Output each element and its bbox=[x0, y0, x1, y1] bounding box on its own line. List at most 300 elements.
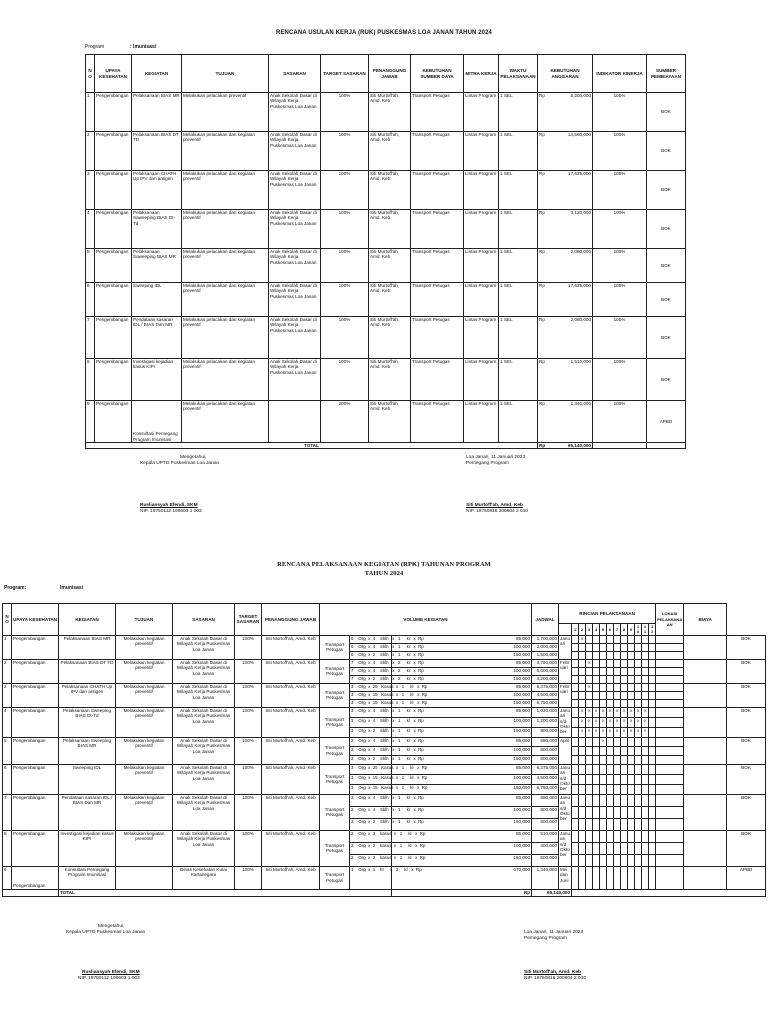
rpk-month-cell bbox=[614, 774, 621, 784]
rpk-month-cell bbox=[614, 854, 621, 866]
rpk-month-cell: X bbox=[586, 659, 593, 667]
rpk-body bbox=[3, 635, 766, 896]
ruk-cell-sasaran: Anak Sekolah Dasar di Wilayah Kerja Puskesmas Loa Janan bbox=[269, 359, 321, 401]
ruk-cell-no: 3 bbox=[86, 171, 95, 210]
rpk-month-cell bbox=[607, 774, 614, 784]
rpk-cell-pj: Siti Murtoff'ah, Amd. Keb bbox=[262, 707, 320, 737]
ruk-anggaran-value: 2,080,000 bbox=[570, 249, 591, 254]
rpk-month-cell: X bbox=[593, 727, 600, 737]
rpk-cell-biaya: APBD bbox=[727, 866, 766, 889]
ruk-cell-upaya: Pengembangan bbox=[95, 283, 132, 317]
rpk-month-cell bbox=[607, 643, 614, 651]
ruk-body bbox=[86, 93, 686, 449]
ruk-total-empty bbox=[593, 443, 647, 449]
ruk-cell-waktu: 1 SEL bbox=[499, 249, 538, 283]
rpk-cell-target: 100% bbox=[235, 764, 262, 794]
ruk-cell-mitra: Lintas Program bbox=[464, 359, 499, 401]
rpk-cell-transport: Transport Petugas bbox=[320, 683, 350, 707]
ruk-cell-target: 100% bbox=[321, 132, 369, 171]
rpk-cell-jadwal: Januari s/d Oktober bbox=[559, 794, 572, 830]
ruk-rp: Rp bbox=[539, 249, 545, 254]
rpk-month-cell bbox=[649, 691, 656, 699]
rpk-month-cell bbox=[642, 691, 649, 699]
rpk-cell-biaya: BOK bbox=[727, 737, 766, 764]
rpk-month-cell bbox=[607, 830, 614, 842]
rpk-month-cell bbox=[607, 784, 614, 794]
rpk-month-spacer-cell bbox=[572, 755, 579, 764]
rpk-cell-tujuan bbox=[116, 866, 173, 889]
rpk-month-cell bbox=[649, 854, 656, 866]
rpk-month-cell: X bbox=[600, 707, 607, 717]
rpk-month-cell bbox=[607, 794, 614, 806]
rpk-cell-jadwal: Januari s/d Oktober bbox=[559, 707, 572, 737]
rpk-month-11: 11 bbox=[642, 624, 649, 636]
rpk-month-spacer-cell bbox=[572, 683, 579, 691]
ruk-cell-sd: Transport Petugas bbox=[411, 132, 464, 171]
rpk-price-value: 85,000 bbox=[515, 794, 531, 800]
rpk-month-cell bbox=[649, 643, 656, 651]
rpk-month-spacer-cell bbox=[572, 651, 579, 659]
rpk-month-cell bbox=[621, 675, 628, 683]
ruk-cell-kegiatan: Pelaksanaan Saweeping BIAS MR bbox=[132, 249, 182, 283]
ruk-rp: Rp bbox=[539, 171, 545, 176]
rpk-month-cell bbox=[600, 683, 607, 691]
rpk-cell-lokasi bbox=[684, 635, 727, 659]
rpk-month-8: 8 bbox=[621, 624, 628, 636]
rpk-month-cell bbox=[593, 651, 600, 659]
ruk-cell-upaya: Pengembangan bbox=[95, 93, 132, 132]
ruk-cell-anggaran bbox=[538, 401, 593, 443]
rpk-cell-jadwal: Januari s/d Oktober bbox=[559, 764, 572, 794]
rpk-cell-sasaran: Anak Sekolah Dasar di Wilayah Kerja Puskesmas Loa Janan bbox=[173, 764, 235, 794]
ruk-cell-sasaran: Anak Sekolah Dasar di Wilayah Kerja Puskesmas Loa Janan bbox=[269, 132, 321, 171]
ruk-total-value: 65,140,000 bbox=[568, 443, 591, 448]
rpk-volume-amount bbox=[532, 737, 559, 746]
rpk-month-cell bbox=[656, 854, 684, 866]
rpk-cell-lokasi bbox=[684, 683, 727, 707]
ruk-rp: Rp bbox=[539, 317, 545, 322]
ruk-cell-target: 100% bbox=[321, 249, 369, 283]
ruk-cell-mitra: Lintas Program bbox=[464, 249, 499, 283]
rpk-sig-left-line1: Mengetahui, bbox=[98, 924, 125, 929]
rpk-cell-jadwal: Januari s/d Oktober bbox=[559, 830, 572, 866]
rpk-month-cell bbox=[649, 667, 656, 675]
rpk-amount-value: 4,500,000 bbox=[536, 774, 558, 780]
rpk-month-cell bbox=[586, 691, 593, 699]
rpk-month-cell bbox=[607, 806, 614, 818]
rpk-month-cell bbox=[635, 651, 642, 659]
rpk-month-cell bbox=[635, 746, 642, 755]
rpk-cell-target: 100% bbox=[235, 683, 262, 707]
rpk-volume-text: 3 Org x 25 Kasus x 1 kl x Rp bbox=[350, 764, 392, 774]
ruk-sig-right-nip: NIP. 19760818 200604 2 010 bbox=[466, 509, 529, 514]
ruk-cell-sd: Transport Petugas bbox=[411, 317, 464, 359]
rpk-price-value: 150,000 bbox=[513, 727, 531, 733]
rpk-month-7: 7 bbox=[614, 624, 621, 636]
rpk-cell-target: 100% bbox=[235, 659, 262, 683]
rpk-month-spacer-cell bbox=[572, 717, 579, 727]
ruk-cell-tujuan: Melakukan pelacakan dan kegiatan preventif bbox=[182, 401, 269, 443]
rpk-amount-value: 2,000,000 bbox=[536, 643, 558, 649]
rpk-cell-sasaran: Anak Sekolah Dasar di Wilayah Kerja Puskesmas Loa Janan bbox=[173, 635, 235, 659]
ruk-cell-target: 100% bbox=[321, 93, 369, 132]
rpk-month-cell bbox=[628, 683, 635, 691]
rpk-cell-lokasi bbox=[684, 707, 727, 737]
ruk-sig-right-line2: Pemegang Program bbox=[466, 461, 509, 466]
rpk-total-rp: Rp bbox=[392, 889, 532, 896]
rpk-month-cell bbox=[621, 643, 628, 651]
ruk-cell-mitra: Lintas Program bbox=[464, 210, 499, 249]
rpk-volume-amount bbox=[532, 842, 559, 854]
ruk-header-cell: TUJUAN bbox=[182, 55, 269, 93]
rpk-month-spacer-cell bbox=[572, 707, 579, 717]
rpk-cell-upaya: Pengembangan bbox=[12, 659, 59, 683]
rpk-month-cell bbox=[593, 737, 600, 746]
rpk-amount-value: 600,000 bbox=[540, 854, 558, 860]
ruk-cell-sasaran: Anak Sekolah Dasar di Wilayah Kerja Puskesmas Loa Janan bbox=[269, 317, 321, 359]
rpk-month-cell: X bbox=[586, 707, 593, 717]
rpk-price-value: 85,000 bbox=[515, 707, 531, 713]
ruk-cell-tujuan: Melakukan pelacakan dan kegiatan preventif bbox=[182, 359, 269, 401]
rpk-cell-transport: Transport Petugas bbox=[320, 659, 350, 683]
rpk-cell-lokasi bbox=[684, 866, 727, 889]
rpk-month-cell bbox=[656, 675, 684, 683]
rpk-price-value: 85,000 bbox=[515, 635, 531, 641]
rpk-month-cell bbox=[649, 737, 656, 746]
rpk-month-spacer-cell bbox=[572, 830, 579, 842]
ruk-cell-indikator: 100% bbox=[593, 249, 647, 283]
ruk-cell-tujuan: Melakukan pelacakan dan kegiatan preventif bbox=[182, 317, 269, 359]
rpk-month-cell bbox=[593, 643, 600, 651]
rpk-cell-pj: Siti Murtoff'ah, Amd. Keb bbox=[262, 737, 320, 764]
rpk-month-cell bbox=[642, 699, 649, 707]
rpk-month-cell: X bbox=[600, 717, 607, 727]
ruk-row bbox=[86, 359, 686, 401]
rpk-cell-jadwal: April bbox=[559, 737, 572, 764]
ruk-header-row bbox=[86, 55, 686, 93]
ruk-cell-sumber: BOK bbox=[647, 132, 686, 171]
ruk-cell-anggaran bbox=[538, 210, 593, 249]
rpk-month-cell bbox=[656, 774, 684, 784]
rpk-price-value: 150,000 bbox=[513, 699, 531, 705]
ruk-cell-sd: Transport Petugas bbox=[411, 171, 464, 210]
rpk-cell-no: 8 bbox=[3, 830, 12, 866]
rpk-cell-target: 100% bbox=[235, 635, 262, 659]
rpk-month-cell bbox=[614, 675, 621, 683]
rpk-cell-target: 100% bbox=[235, 707, 262, 737]
ruk-cell-sd: Transport Petugas bbox=[411, 249, 464, 283]
rpk-month-cell bbox=[642, 842, 649, 854]
rpk-month-cell bbox=[593, 755, 600, 764]
ruk-cell-mitra: Lintas Program bbox=[464, 317, 499, 359]
rpk-month-cell bbox=[628, 667, 635, 675]
rpk-cell-pj: Siti Murtoff'ah, Amd. Keb bbox=[262, 764, 320, 794]
ruk-header-cell: KEBUTUHAN ANGGARAN bbox=[538, 55, 593, 93]
rpk-month-cell bbox=[642, 774, 649, 784]
rpk-month-cell bbox=[579, 667, 586, 675]
ruk-cell-indikator: 100% bbox=[593, 171, 647, 210]
rpk-header-biaya: BIAYA bbox=[684, 604, 727, 636]
rpk-month-cell bbox=[621, 651, 628, 659]
rpk-header-pj: PENANGGUNG JAWAB bbox=[262, 604, 320, 636]
rpk-month-cell bbox=[593, 794, 600, 806]
ruk-cell-sasaran: Anak Sekolah Dasar di Wilayah Kerja Puskesmas Loa Janan bbox=[269, 171, 321, 210]
rpk-title: RENCANA PELAKSANAAN KEGIATAN (RPK) TAHUNAN PROGRAM bbox=[277, 561, 491, 568]
rpk-cell-jadwal: Februari bbox=[559, 659, 572, 683]
rpk-cell-pj: Siti Murtoff'ah, Amd. Keb bbox=[262, 635, 320, 659]
rpk-month-cell bbox=[656, 755, 684, 764]
rpk-month-cell bbox=[628, 854, 635, 866]
ruk-header-cell: INDIKATOR KINERJA bbox=[593, 55, 647, 93]
rpk-cell-sasaran: Anak Sekolah Dasar di Wilayah Kerja Puskesmas Loa Janan bbox=[173, 683, 235, 707]
rpk-volume-amount bbox=[532, 784, 559, 794]
rpk-amount-value: 510,000 bbox=[540, 830, 558, 836]
rpk-cell-kegiatan: Konsultasi Pemegang Program Imunisasi bbox=[59, 866, 116, 889]
rpk-month-cell bbox=[649, 764, 656, 774]
rpk-month-cell: X bbox=[635, 717, 642, 727]
rpk-month-cell bbox=[614, 651, 621, 659]
rpk-price-value: 670,000 bbox=[513, 866, 531, 872]
rpk-volume-text: 5 Org x 4 Sklh x 1 kl x Rp bbox=[350, 635, 392, 643]
rpk-month-cell bbox=[621, 755, 628, 764]
rpk-cell-sasaran: Anak Sekolah Dasar di Wilayah Kerja Puskesmas Loa Janan bbox=[173, 659, 235, 683]
rpk-cell-tujuan: Melakukan kegiatan preventif bbox=[116, 683, 173, 707]
ruk-cell-kegiatan: Sweeping IDL bbox=[132, 283, 182, 317]
rpk-month-cell: X bbox=[621, 727, 628, 737]
rpk-price-value: 85,000 bbox=[515, 737, 531, 743]
rpk-month-cell bbox=[635, 737, 642, 746]
rpk-month-spacer bbox=[559, 624, 572, 636]
rpk-cell-upaya: Pengembangan bbox=[12, 635, 59, 659]
rpk-month-cell bbox=[649, 659, 656, 667]
ruk-header-cell: SASARAN bbox=[269, 55, 321, 93]
rpk-cell-lokasi bbox=[684, 794, 727, 830]
rpk-month-cell bbox=[628, 830, 635, 842]
rpk-month-cell: X bbox=[607, 707, 614, 717]
rpk-month-cell bbox=[656, 866, 684, 889]
rpk-month-cell bbox=[614, 659, 621, 667]
ruk-cell-tujuan: Melakukan pelacakan dan kegiatan preventif bbox=[182, 210, 269, 249]
ruk-cell-sumber: BOK bbox=[647, 283, 686, 317]
rpk-month-cell bbox=[635, 635, 642, 643]
rpk-month-cell bbox=[649, 794, 656, 806]
rpk-month-cell bbox=[579, 794, 586, 806]
rpk-month-6: 6 bbox=[607, 624, 614, 636]
rpk-month-cell bbox=[593, 667, 600, 675]
rpk-month-cell bbox=[579, 818, 586, 830]
ruk-header-cell: TARGET SASARAN bbox=[321, 55, 369, 93]
rpk-sig-right bbox=[524, 930, 586, 982]
rpk-month-cell bbox=[642, 683, 649, 691]
rpk-cell-jadwal: Mei dan Juni bbox=[559, 866, 572, 889]
rpk-month-cell bbox=[579, 755, 586, 764]
rpk-amount-value: 1,200,000 bbox=[536, 717, 558, 723]
rpk-month-cell: X bbox=[586, 717, 593, 727]
ruk-anggaran-value: 17,625,000 bbox=[568, 283, 591, 288]
rpk-month-cell bbox=[586, 854, 593, 866]
ruk-anggaran-value: 1,510,000 bbox=[570, 359, 591, 364]
rpk-month-cell bbox=[586, 675, 593, 683]
rpk-month-cell bbox=[579, 683, 586, 691]
ruk-sig-left bbox=[140, 455, 219, 515]
ruk-cell-waktu: 1 SEL bbox=[499, 283, 538, 317]
ruk-cell-indikator: 100% bbox=[593, 132, 647, 171]
rpk-cell-kegiatan: Sweeping IDL bbox=[59, 764, 116, 794]
rpk-row bbox=[3, 737, 766, 746]
ruk-total-rp: Rp bbox=[539, 443, 546, 448]
rpk-cell-biaya: BOK bbox=[727, 764, 766, 794]
rpk-month-cell bbox=[635, 806, 642, 818]
rpk-month-5: 5 bbox=[600, 624, 607, 636]
rpk-program-label: Program: bbox=[4, 585, 27, 591]
rpk-month-cell bbox=[614, 842, 621, 854]
rpk-amount-value: 680,000 bbox=[540, 794, 558, 800]
rpk-month-cell bbox=[586, 737, 593, 746]
rpk-month-cell bbox=[656, 842, 684, 854]
rpk-month-spacer-cell bbox=[572, 806, 579, 818]
rpk-month-cell bbox=[642, 667, 649, 675]
rpk-header-no: NO bbox=[3, 604, 12, 636]
rpk-month-cell bbox=[642, 737, 649, 746]
ruk-anggaran-value: 5,200,000 bbox=[570, 93, 591, 98]
rpk-volume-amount bbox=[532, 755, 559, 764]
rpk-month-cell bbox=[642, 854, 649, 866]
rpk-month-cell bbox=[656, 746, 684, 755]
rpk-amount-value: 6,750,000 bbox=[536, 784, 558, 790]
ruk-sig-left-nip: NIP. 19750112 199603 1 003 bbox=[140, 509, 202, 514]
ruk-rp: Rp bbox=[539, 210, 545, 215]
ruk-header-cell: PENANGGUNG JAWAB bbox=[369, 55, 411, 93]
rpk-month-cell bbox=[642, 830, 649, 842]
rpk-month-cell bbox=[621, 842, 628, 854]
rpk-volume-text: 3 Org x 4 Sklh x 1 kl x Rp bbox=[350, 717, 392, 727]
ruk-cell-kegiatan: Pelaksanaan CHATH Up IPV dan antigen bbox=[132, 171, 182, 210]
rpk-month-cell bbox=[628, 651, 635, 659]
rpk-year: TAHUN 2024 bbox=[364, 570, 404, 577]
rpk-cell-tujuan: Melakukan kegiatan preventif bbox=[116, 737, 173, 764]
rpk-month-1: 1 bbox=[572, 624, 579, 636]
rpk-month-cell bbox=[656, 659, 684, 667]
ruk-cell-no: 2 bbox=[86, 132, 95, 171]
ruk-cell-sumber: BOK bbox=[647, 249, 686, 283]
ruk-cell-mitra: Lintas Program bbox=[464, 283, 499, 317]
rpk-month-cell bbox=[621, 854, 628, 866]
rpk-cell-kegiatan: Pelaksanaan Sweeping BIAS Dt-Td bbox=[59, 707, 116, 737]
rpk-month-cell bbox=[621, 659, 628, 667]
ruk-cell-sumber: BOK bbox=[647, 171, 686, 210]
rpk-volume-amount bbox=[532, 635, 559, 643]
ruk-cell-sumber: BOK bbox=[647, 359, 686, 401]
rpk-cell-pj: Siti Murtoff'ah, Amd. Keb bbox=[262, 866, 320, 889]
rpk-header bbox=[3, 604, 766, 636]
rpk-price-value: 150,000 bbox=[513, 784, 531, 790]
ruk-cell-anggaran bbox=[538, 317, 593, 359]
rpk-month-cell bbox=[600, 784, 607, 794]
ruk-cell-anggaran bbox=[538, 359, 593, 401]
ruk-cell-mitra: Lintas Program bbox=[464, 93, 499, 132]
rpk-table bbox=[2, 603, 766, 897]
rpk-month-cell: X bbox=[614, 727, 621, 737]
rpk-month-cell bbox=[600, 635, 607, 643]
rpk-amount-value: 400,000 bbox=[540, 842, 558, 848]
rpk-price-value: 85,000 bbox=[515, 830, 531, 836]
ruk-cell-anggaran bbox=[538, 171, 593, 210]
ruk-cell-waktu: 1 SEL bbox=[499, 359, 538, 401]
ruk-cell-target: 100% bbox=[321, 210, 369, 249]
rpk-header-target: TARGET SASARAN bbox=[235, 604, 262, 636]
rpk-month-cell bbox=[586, 651, 593, 659]
ruk-cell-waktu: 1 SEL bbox=[499, 401, 538, 443]
ruk-cell-pj: Siti Murtoff'ah, Amd. Keb bbox=[369, 210, 411, 249]
rpk-month-cell bbox=[600, 643, 607, 651]
rpk-header-kegiatan: KEGIATAN bbox=[59, 604, 116, 636]
rpk-month-cell bbox=[586, 806, 593, 818]
rpk-month-cell bbox=[642, 675, 649, 683]
rpk-month-cell bbox=[628, 794, 635, 806]
rpk-price-value: 100,000 bbox=[513, 806, 531, 812]
rpk-sig-right-nip: NIP. 19760818 200604 2 010 bbox=[524, 976, 587, 981]
rpk-month-cell bbox=[656, 691, 684, 699]
rpk-volume-text: 3 Org x 15 Kasus x 1 kl x Rp bbox=[350, 699, 392, 707]
rpk-volume-text: 7 Org x 2 Sklh x 2 kl x Rp bbox=[350, 675, 392, 683]
rpk-cell-biaya: BOK bbox=[727, 635, 766, 659]
rpk-month-spacer-cell bbox=[572, 691, 579, 699]
rpk-cell-target: 100% bbox=[235, 866, 262, 889]
rpk-row bbox=[3, 866, 766, 889]
rpk-month-cell bbox=[649, 683, 656, 691]
rpk-amount-value: 1,700,000 bbox=[536, 635, 558, 641]
rpk-month-cell bbox=[642, 755, 649, 764]
ruk-rp: Rp bbox=[539, 283, 545, 288]
rpk-month-cell bbox=[579, 774, 586, 784]
rpk-header-row bbox=[3, 604, 766, 624]
rpk-month-cell bbox=[586, 866, 593, 889]
rpk-month-cell bbox=[621, 764, 628, 774]
rpk-volume-amount bbox=[532, 818, 559, 830]
rpk-month-cell bbox=[628, 659, 635, 667]
rpk-cell-pj: Siti Murtoff'ah, Amd. Keb bbox=[262, 659, 320, 683]
rpk-cell-transport: Transport Petugas bbox=[320, 866, 350, 889]
rpk-month-cell bbox=[607, 764, 614, 774]
rpk-month-cell bbox=[635, 794, 642, 806]
rpk-month-cell bbox=[579, 806, 586, 818]
ruk-cell-sd: Transport Petugas bbox=[411, 359, 464, 401]
ruk-cell-waktu: 1 SEL bbox=[499, 317, 538, 359]
rpk-month-cell bbox=[649, 755, 656, 764]
ruk-row bbox=[86, 93, 686, 132]
rpk-cell-no: 6 bbox=[3, 764, 12, 794]
rpk-month-spacer-cell bbox=[572, 635, 579, 643]
rpk-row bbox=[3, 830, 766, 842]
ruk-row bbox=[86, 171, 686, 210]
ruk-sig-right bbox=[466, 455, 528, 515]
rpk-month-cell bbox=[656, 643, 684, 651]
rpk-amount-value: 6,375,000 bbox=[536, 764, 558, 770]
rpk-month-cell bbox=[635, 659, 642, 667]
ruk-cell-waktu: 1 SEL bbox=[499, 171, 538, 210]
rpk-header-rincian: RINCIAN PELAKSANAAN bbox=[559, 604, 656, 624]
rpk-price-value: 85,000 bbox=[515, 764, 531, 770]
rpk-price-value: 85,000 bbox=[515, 683, 531, 689]
rpk-cell-upaya: Pengembangan bbox=[12, 683, 59, 707]
rpk-month-cell bbox=[579, 643, 586, 651]
ruk-total-row bbox=[86, 443, 686, 449]
rpk-month-cell bbox=[600, 854, 607, 866]
rpk-month-cell: X bbox=[586, 683, 593, 691]
rpk-month-cell bbox=[607, 651, 614, 659]
rpk-sig-left-line2: Kepala UPTD Puskesmas Loa Janan bbox=[66, 930, 146, 935]
rpk-month-cell bbox=[642, 746, 649, 755]
